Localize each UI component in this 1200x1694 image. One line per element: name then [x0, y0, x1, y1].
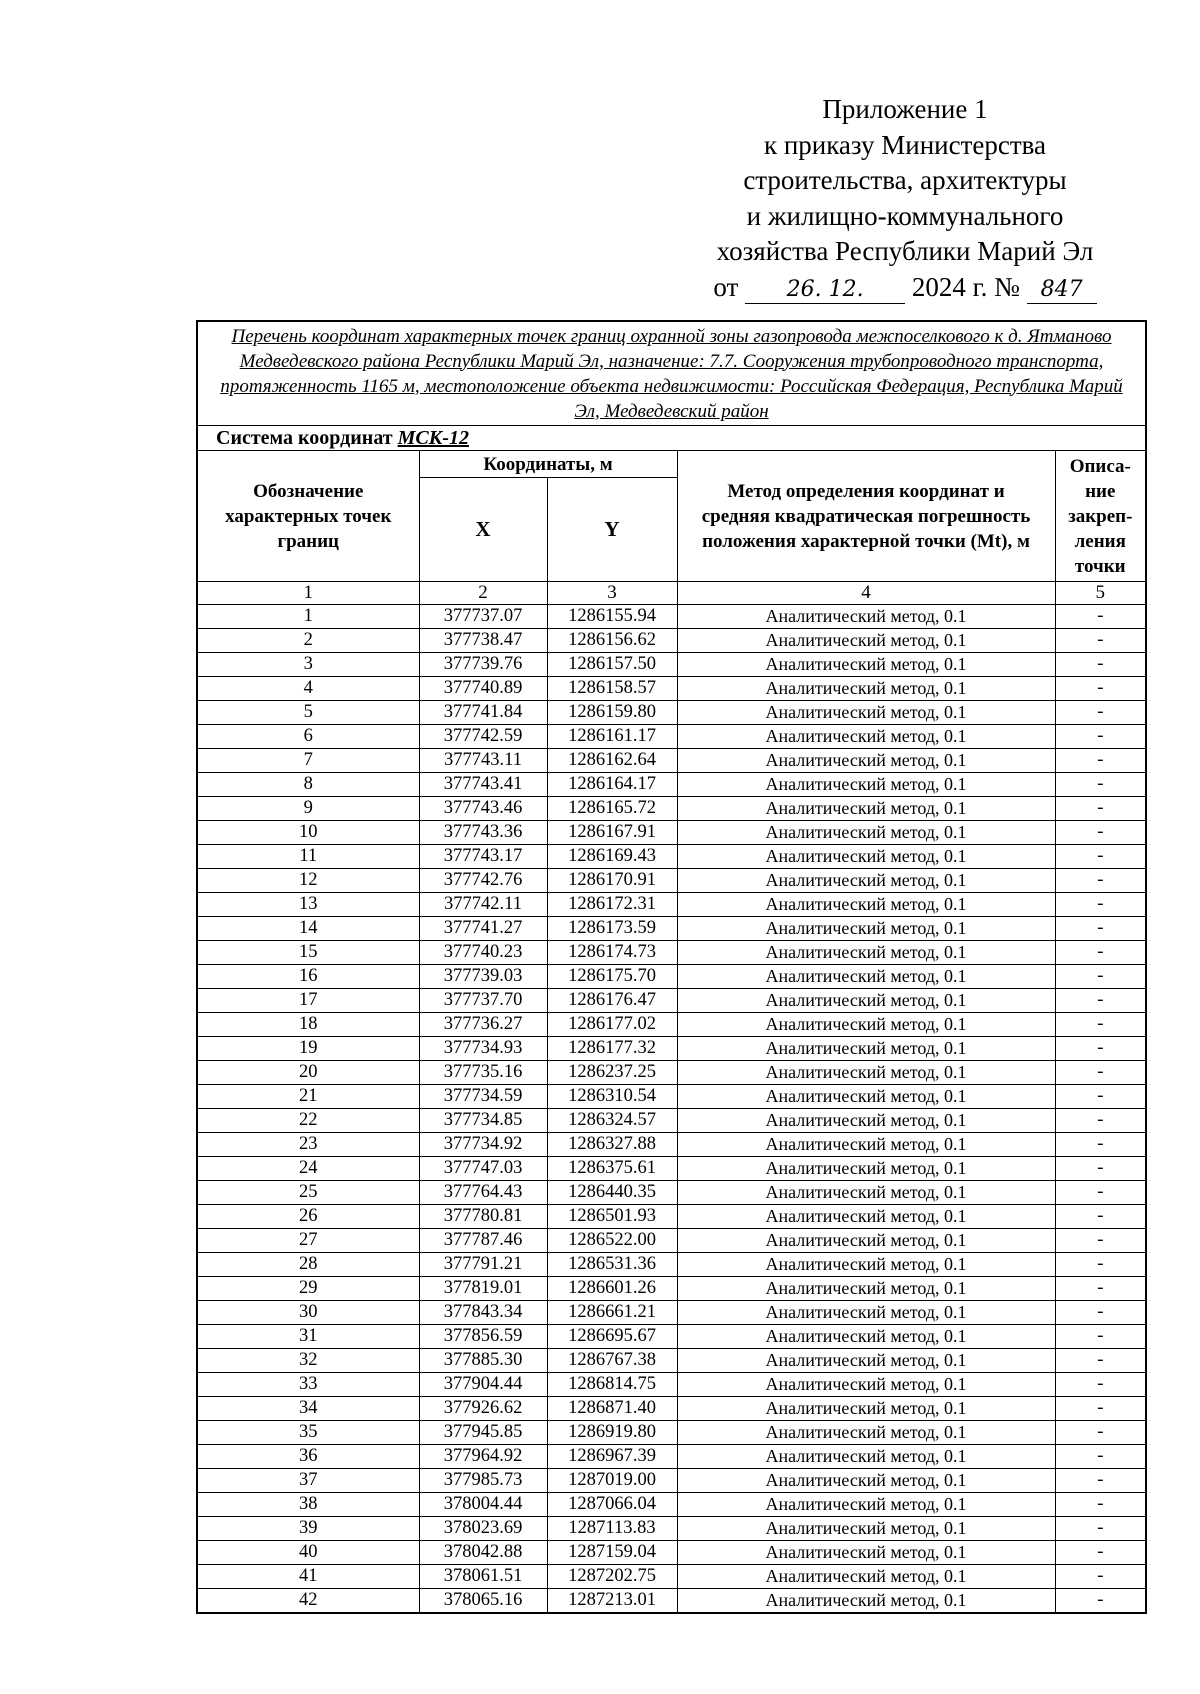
method-value: Аналитический метод, 0.1 [677, 869, 1055, 893]
point-number: 36 [197, 1445, 419, 1469]
description-value: - [1055, 1013, 1146, 1037]
table-row [197, 1109, 1146, 1133]
description-value: - [1055, 1565, 1146, 1589]
x-value: 377734.93 [419, 1037, 547, 1061]
x-value: 377734.85 [419, 1109, 547, 1133]
method-value: Аналитический метод, 0.1 [677, 1013, 1055, 1037]
method-value: Аналитический метод, 0.1 [677, 1421, 1055, 1445]
year-text: 2024 г. № [911, 271, 1020, 302]
x-value: 377737.07 [419, 605, 547, 629]
y-value: 1286919.80 [547, 1421, 677, 1445]
method-value: Аналитический метод, 0.1 [677, 773, 1055, 797]
point-number: 41 [197, 1565, 419, 1589]
description-value: - [1055, 797, 1146, 821]
method-value: Аналитический метод, 0.1 [677, 1445, 1055, 1469]
header-line-4: и жилищно-коммунального [746, 200, 1064, 231]
coordinates-table [196, 320, 1147, 1614]
point-number: 10 [197, 821, 419, 845]
description-value: - [1055, 917, 1146, 941]
method-value: Аналитический метод, 0.1 [677, 1349, 1055, 1373]
y-value: 1286531.36 [547, 1253, 677, 1277]
y-value: 1287019.00 [547, 1469, 677, 1493]
point-number: 11 [197, 845, 419, 869]
point-number: 23 [197, 1133, 419, 1157]
method-value: Аналитический метод, 0.1 [677, 989, 1055, 1013]
method-value: Аналитический метод, 0.1 [677, 1109, 1055, 1133]
x-value: 377739.03 [419, 965, 547, 989]
description-value: - [1055, 845, 1146, 869]
method-value: Аналитический метод, 0.1 [677, 1589, 1055, 1614]
y-value: 1286159.80 [547, 701, 677, 725]
x-value: 377743.11 [419, 749, 547, 773]
description-value: - [1055, 1277, 1146, 1301]
description-value: - [1055, 965, 1146, 989]
y-value: 1286164.17 [547, 773, 677, 797]
point-number: 3 [197, 653, 419, 677]
point-number: 27 [197, 1229, 419, 1253]
system-name: МСК-12 [397, 427, 469, 449]
method-value: Аналитический метод, 0.1 [677, 941, 1055, 965]
method-value: Аналитический метод, 0.1 [677, 1565, 1055, 1589]
description-value: - [1055, 1085, 1146, 1109]
y-value: 1286155.94 [547, 605, 677, 629]
x-value: 377734.92 [419, 1133, 547, 1157]
table-row [197, 821, 1146, 845]
method-value: Аналитический метод, 0.1 [677, 1493, 1055, 1517]
point-number: 8 [197, 773, 419, 797]
x-value: 377740.23 [419, 941, 547, 965]
description-value: - [1055, 869, 1146, 893]
description-value: - [1055, 1493, 1146, 1517]
table-row [197, 1157, 1146, 1181]
x-value: 378004.44 [419, 1493, 547, 1517]
table-row [197, 893, 1146, 917]
description-value: - [1055, 1349, 1146, 1373]
point-number: 4 [197, 677, 419, 701]
point-number: 33 [197, 1373, 419, 1397]
table-row [197, 1325, 1146, 1349]
point-number: 19 [197, 1037, 419, 1061]
y-value: 1287113.83 [547, 1517, 677, 1541]
x-value: 377742.11 [419, 893, 547, 917]
point-number: 42 [197, 1589, 419, 1614]
x-value: 377743.36 [419, 821, 547, 845]
header-line-3: строительства, архитектуры [743, 165, 1067, 195]
description-value: - [1055, 1109, 1146, 1133]
description-value: - [1055, 725, 1146, 749]
handwritten-number: 847 [1027, 277, 1097, 304]
method-value: Аналитический метод, 0.1 [677, 1181, 1055, 1205]
y-value: 1286176.47 [547, 989, 677, 1013]
method-value: Аналитический метод, 0.1 [677, 605, 1055, 629]
col-header-x: X [419, 478, 547, 582]
method-value: Аналитический метод, 0.1 [677, 1253, 1055, 1277]
table-row [197, 1229, 1146, 1253]
col-number: 1 [197, 582, 419, 605]
method-value: Аналитический метод, 0.1 [677, 965, 1055, 989]
table-title-text: Перечень координат характерных точек границ охранной зоны газопровода межпоселкового к д. Ятманово Медведевского района Республики Марий Эл, назначение: 7.7. Сооружения трубопроводного транспорта, протяженность 1165 м, местоположение объекта недвижимости: Российская Федерация, Республика Марий Эл, Медведевский район [220, 325, 1123, 422]
table-row [197, 1181, 1146, 1205]
x-value: 377742.76 [419, 869, 547, 893]
point-number: 5 [197, 701, 419, 725]
description-value: - [1055, 1325, 1146, 1349]
method-value: Аналитический метод, 0.1 [677, 701, 1055, 725]
col-header-designation: Обозначение характерных точек границ [197, 451, 419, 582]
appendix-header [700, 92, 1110, 305]
description-value: - [1055, 773, 1146, 797]
description-value: - [1055, 1037, 1146, 1061]
description-value: - [1055, 1469, 1146, 1493]
x-value: 377742.59 [419, 725, 547, 749]
description-value: - [1055, 1541, 1146, 1565]
y-value: 1287066.04 [547, 1493, 677, 1517]
y-value: 1286522.00 [547, 1229, 677, 1253]
y-value: 1286172.31 [547, 893, 677, 917]
col-number: 5 [1055, 582, 1146, 605]
description-value: - [1055, 1445, 1146, 1469]
header-date-line [700, 270, 1110, 306]
y-value: 1286158.57 [547, 677, 677, 701]
table-row [197, 701, 1146, 725]
y-value: 1286162.64 [547, 749, 677, 773]
x-value: 377791.21 [419, 1253, 547, 1277]
table-row [197, 1277, 1146, 1301]
method-value: Аналитический метод, 0.1 [677, 653, 1055, 677]
x-value: 377819.01 [419, 1277, 547, 1301]
point-number: 32 [197, 1349, 419, 1373]
table-row [197, 1493, 1146, 1517]
description-value: - [1055, 1229, 1146, 1253]
x-value: 377735.16 [419, 1061, 547, 1085]
method-value: Аналитический метод, 0.1 [677, 797, 1055, 821]
point-number: 16 [197, 965, 419, 989]
col-header-method: Метод определения координат и средняя квадратическая погрешность положения характерной точки (Mt), м [677, 451, 1055, 582]
method-value: Аналитический метод, 0.1 [677, 1229, 1055, 1253]
y-value: 1286169.43 [547, 845, 677, 869]
description-value: - [1055, 1253, 1146, 1277]
y-value: 1286601.26 [547, 1277, 677, 1301]
x-value: 377964.92 [419, 1445, 547, 1469]
y-value: 1286695.67 [547, 1325, 677, 1349]
description-value: - [1055, 629, 1146, 653]
y-value: 1286170.91 [547, 869, 677, 893]
point-number: 35 [197, 1421, 419, 1445]
x-value: 377843.34 [419, 1301, 547, 1325]
method-value: Аналитический метод, 0.1 [677, 1541, 1055, 1565]
y-value: 1286177.02 [547, 1013, 677, 1037]
y-value: 1287213.01 [547, 1589, 677, 1614]
method-value: Аналитический метод, 0.1 [677, 629, 1055, 653]
table-row [197, 917, 1146, 941]
point-number: 2 [197, 629, 419, 653]
table-row [197, 1397, 1146, 1421]
point-number: 14 [197, 917, 419, 941]
table-row [197, 797, 1146, 821]
x-value: 378023.69 [419, 1517, 547, 1541]
point-number: 22 [197, 1109, 419, 1133]
table-row [197, 1061, 1146, 1085]
y-value: 1286814.75 [547, 1373, 677, 1397]
table-row [197, 1373, 1146, 1397]
table-row [197, 749, 1146, 773]
point-number: 34 [197, 1397, 419, 1421]
x-value: 377741.84 [419, 701, 547, 725]
y-value: 1286967.39 [547, 1445, 677, 1469]
table-row [197, 1469, 1146, 1493]
table-row [197, 869, 1146, 893]
description-value: - [1055, 1133, 1146, 1157]
point-number: 13 [197, 893, 419, 917]
y-value: 1286237.25 [547, 1061, 677, 1085]
method-value: Аналитический метод, 0.1 [677, 1037, 1055, 1061]
y-value: 1286440.35 [547, 1181, 677, 1205]
y-value: 1286174.73 [547, 941, 677, 965]
point-number: 7 [197, 749, 419, 773]
col-header-coords: Координаты, м [419, 451, 677, 478]
x-value: 378061.51 [419, 1565, 547, 1589]
y-value: 1286871.40 [547, 1397, 677, 1421]
x-value: 377945.85 [419, 1421, 547, 1445]
description-value: - [1055, 1517, 1146, 1541]
description-value: - [1055, 1157, 1146, 1181]
x-value: 377787.46 [419, 1229, 547, 1253]
table-row [197, 941, 1146, 965]
method-value: Аналитический метод, 0.1 [677, 1133, 1055, 1157]
table-row [197, 1541, 1146, 1565]
method-value: Аналитический метод, 0.1 [677, 821, 1055, 845]
x-value: 377747.03 [419, 1157, 547, 1181]
table-row [197, 1013, 1146, 1037]
point-number: 29 [197, 1277, 419, 1301]
point-number: 38 [197, 1493, 419, 1517]
point-number: 28 [197, 1253, 419, 1277]
x-value: 377741.27 [419, 917, 547, 941]
table-row [197, 1421, 1146, 1445]
method-value: Аналитический метод, 0.1 [677, 677, 1055, 701]
method-value: Аналитический метод, 0.1 [677, 1325, 1055, 1349]
point-number: 12 [197, 869, 419, 893]
x-value: 378042.88 [419, 1541, 547, 1565]
method-value: Аналитический метод, 0.1 [677, 1301, 1055, 1325]
y-value: 1286324.57 [547, 1109, 677, 1133]
y-value: 1286327.88 [547, 1133, 677, 1157]
col-number: 2 [419, 582, 547, 605]
x-value: 377743.41 [419, 773, 547, 797]
y-value: 1286165.72 [547, 797, 677, 821]
description-value: - [1055, 749, 1146, 773]
description-value: - [1055, 1589, 1146, 1614]
table-row [197, 1589, 1146, 1614]
method-value: Аналитический метод, 0.1 [677, 845, 1055, 869]
table-row [197, 1037, 1146, 1061]
point-number: 39 [197, 1517, 419, 1541]
y-value: 1286161.17 [547, 725, 677, 749]
y-value: 1286501.93 [547, 1205, 677, 1229]
x-value: 377780.81 [419, 1205, 547, 1229]
method-value: Аналитический метод, 0.1 [677, 1373, 1055, 1397]
x-value: 377738.47 [419, 629, 547, 653]
method-value: Аналитический метод, 0.1 [677, 1205, 1055, 1229]
x-value: 377926.62 [419, 1397, 547, 1421]
method-value: Аналитический метод, 0.1 [677, 1277, 1055, 1301]
method-value: Аналитический метод, 0.1 [677, 1061, 1055, 1085]
description-value: - [1055, 1061, 1146, 1085]
table-row [197, 845, 1146, 869]
date-prefix: от [713, 271, 739, 302]
description-value: - [1055, 989, 1146, 1013]
table-row [197, 629, 1146, 653]
description-value: - [1055, 1373, 1146, 1397]
x-value: 378065.16 [419, 1589, 547, 1614]
point-number: 21 [197, 1085, 419, 1109]
header-line-2: к приказу Министерства [763, 129, 1047, 160]
table-row [197, 1301, 1146, 1325]
point-number: 37 [197, 1469, 419, 1493]
description-value: - [1055, 1421, 1146, 1445]
table-row [197, 1517, 1146, 1541]
y-value: 1286175.70 [547, 965, 677, 989]
description-value: - [1055, 677, 1146, 701]
y-value: 1286661.21 [547, 1301, 677, 1325]
method-value: Аналитический метод, 0.1 [677, 1517, 1055, 1541]
table-row [197, 677, 1146, 701]
x-value: 377736.27 [419, 1013, 547, 1037]
point-number: 26 [197, 1205, 419, 1229]
description-value: - [1055, 941, 1146, 965]
y-value: 1286157.50 [547, 653, 677, 677]
y-value: 1286156.62 [547, 629, 677, 653]
description-value: - [1055, 1397, 1146, 1421]
method-value: Аналитический метод, 0.1 [677, 893, 1055, 917]
table-row [197, 605, 1146, 629]
y-value: 1286177.32 [547, 1037, 677, 1061]
x-value: 377734.59 [419, 1085, 547, 1109]
point-number: 1 [197, 605, 419, 629]
table-row [197, 1565, 1146, 1589]
y-value: 1286767.38 [547, 1349, 677, 1373]
table-title [197, 321, 1146, 426]
col-number: 4 [677, 582, 1055, 605]
x-value: 377904.44 [419, 1373, 547, 1397]
table-row [197, 725, 1146, 749]
x-value: 377743.17 [419, 845, 547, 869]
table-row [197, 1133, 1146, 1157]
point-number: 9 [197, 797, 419, 821]
description-value: - [1055, 893, 1146, 917]
description-value: - [1055, 821, 1146, 845]
point-number: 20 [197, 1061, 419, 1085]
x-value: 377743.46 [419, 797, 547, 821]
header-line-1: Приложение 1 [822, 94, 988, 124]
y-value: 1287159.04 [547, 1541, 677, 1565]
y-value: 1286173.59 [547, 917, 677, 941]
point-number: 31 [197, 1325, 419, 1349]
x-value: 377737.70 [419, 989, 547, 1013]
point-number: 30 [197, 1301, 419, 1325]
method-value: Аналитический метод, 0.1 [677, 1397, 1055, 1421]
table-row [197, 773, 1146, 797]
y-value: 1286310.54 [547, 1085, 677, 1109]
point-number: 6 [197, 725, 419, 749]
description-value: - [1055, 701, 1146, 725]
table-row [197, 1085, 1146, 1109]
x-value: 377856.59 [419, 1325, 547, 1349]
point-number: 40 [197, 1541, 419, 1565]
table-row [197, 965, 1146, 989]
column-number-row [197, 582, 1146, 605]
x-value: 377764.43 [419, 1181, 547, 1205]
method-value: Аналитический метод, 0.1 [677, 749, 1055, 773]
point-number: 18 [197, 1013, 419, 1037]
x-value: 377739.76 [419, 653, 547, 677]
description-value: - [1055, 653, 1146, 677]
description-value: - [1055, 1181, 1146, 1205]
table-row [197, 653, 1146, 677]
col-number: 3 [547, 582, 677, 605]
coordinate-system [197, 426, 1146, 451]
point-number: 24 [197, 1157, 419, 1181]
table-row [197, 1253, 1146, 1277]
method-value: Аналитический метод, 0.1 [677, 1085, 1055, 1109]
col-header-y: Y [547, 478, 677, 582]
x-value: 377885.30 [419, 1349, 547, 1373]
table-row [197, 1205, 1146, 1229]
x-value: 377985.73 [419, 1469, 547, 1493]
table-row [197, 1445, 1146, 1469]
table-row [197, 1349, 1146, 1373]
y-value: 1287202.75 [547, 1565, 677, 1589]
description-value: - [1055, 1301, 1146, 1325]
point-number: 17 [197, 989, 419, 1013]
header-line-5: хозяйства Республики Марий Эл [716, 236, 1094, 266]
system-label: Система координат [216, 427, 393, 449]
handwritten-date: 26. 12. [745, 277, 905, 304]
col-header-description: Описа-ние закреп-ления точки [1055, 451, 1146, 582]
point-number: 15 [197, 941, 419, 965]
method-value: Аналитический метод, 0.1 [677, 1469, 1055, 1493]
point-number: 25 [197, 1181, 419, 1205]
method-value: Аналитический метод, 0.1 [677, 1157, 1055, 1181]
x-value: 377740.89 [419, 677, 547, 701]
table-row [197, 989, 1146, 1013]
y-value: 1286167.91 [547, 821, 677, 845]
y-value: 1286375.61 [547, 1157, 677, 1181]
description-value: - [1055, 1205, 1146, 1229]
method-value: Аналитический метод, 0.1 [677, 725, 1055, 749]
method-value: Аналитический метод, 0.1 [677, 917, 1055, 941]
description-value: - [1055, 605, 1146, 629]
